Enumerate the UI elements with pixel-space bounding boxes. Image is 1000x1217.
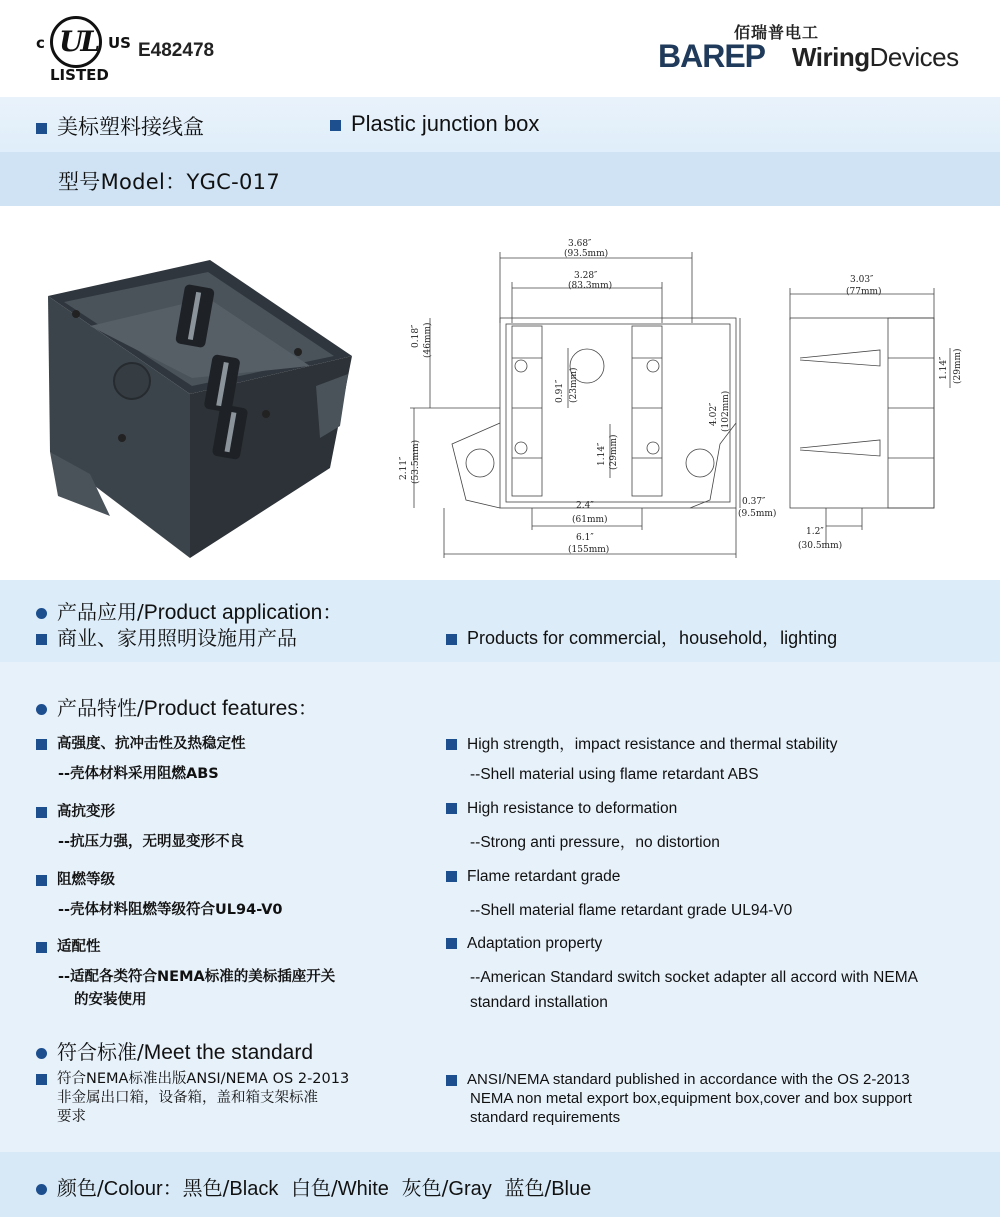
dim-top-outer-mm: (93.5mm) [564,249,609,259]
dim-side-depth-in: 3.03″ [850,275,874,285]
features-heading-colon: ： [297,696,318,720]
dim-left-top-in: 0.18″ [411,324,421,348]
feature-4-cn [36,935,101,956]
dim-hole-mm: (23mm) [569,367,579,403]
feature-1-cn-sub: --壳体材料采用阻燃ABS [58,766,219,782]
ul-us-label: US [108,34,131,52]
model-number: 型号Model：YGC-017 [58,170,280,194]
square-bullet-icon [446,634,457,645]
colour-label-cn: 颜色/ [57,1176,104,1200]
square-bullet-icon [36,1074,47,1085]
feature-4-cn-sub-2: 的安装使用 [74,992,147,1008]
dim-offset-mm: (9.5mm) [738,509,777,519]
feature-3-en [446,868,620,886]
round-bullet-icon [36,608,47,619]
feature-1-cn [36,732,246,753]
square-bullet-icon [36,807,47,818]
colour-options [36,1172,591,1201]
ul-circle-icon [50,16,102,68]
application-cn [36,622,297,651]
dim-side-right-mm: (29mm) [953,348,963,384]
standard-cn-line-1 [36,1070,349,1089]
square-bullet-icon [446,871,457,882]
ul-listed-label: LISTED [50,66,109,84]
model-band [0,152,1000,206]
brand-tagline [792,42,959,73]
dim-side-bottom-in: 1.2″ [806,527,824,537]
product-photo [30,206,370,566]
feature-2-en-sub: --Strong anti pressure，no distortion [470,834,720,851]
dim-top-outer-in: 3.68″ [568,239,592,249]
standard-cn-line-3: 要求 [57,1109,86,1125]
dim-center-mm: (29mm) [609,434,619,470]
square-bullet-icon [330,120,341,131]
standard-en-line-2: NEMA non metal export box,equipment box,cover and box support [470,1090,912,1107]
round-bullet-icon [36,704,47,715]
dim-hole-in: 0.91″ [555,379,565,403]
standard-en-line-3: standard requirements [470,1109,621,1126]
dim-left-top-mm: (46mm) [423,322,433,358]
features-heading [36,692,318,721]
application-section [0,580,1000,662]
dim-center-in: 1.14″ [597,442,607,466]
ul-c-label: c [36,34,45,52]
dim-bottom-inner-in: 2.4″ [576,501,594,511]
application-heading-cn: 产品应用/ [57,600,144,624]
features-heading-en: Product features [143,697,298,720]
feature-2-en-text: High resistance to deformation [467,800,678,817]
dim-offset-in: 0.37″ [742,497,766,507]
dim-left-mid-mm: (53.5mm) [411,439,421,484]
side-view-drawing [780,208,970,578]
standard-en [446,1070,912,1127]
front-view-drawing [399,208,777,578]
colour-blue-en: Blue [551,1178,592,1200]
square-bullet-icon [36,634,47,645]
round-bullet-icon [36,1184,47,1195]
dim-bottom-outer-in: 6.1″ [576,533,594,543]
feature-4-en-sub-2: standard installation [470,994,608,1011]
square-bullet-icon [36,875,47,886]
feature-4-cn-text: 适配性 [57,939,101,955]
square-bullet-icon [446,803,457,814]
application-en-text: Products for commercial，household，lighting [467,628,838,648]
colour-label-en: Colour： [103,1178,183,1200]
feature-2-cn [36,800,115,821]
colour-white-cn: 白色/ [291,1176,338,1200]
feature-4-en-text: Adaptation property [467,935,603,952]
colour-black-cn: 黑色/ [182,1176,230,1200]
title-en-text: Plastic junction box [351,111,540,136]
product-figure [0,206,1000,580]
feature-1-en-sub: --Shell material using flame retardant ABS [470,766,759,783]
feature-3-cn [36,868,115,889]
certification-number: E482478 [138,40,215,61]
colour-black-en: Black [229,1178,279,1200]
title-band [0,97,1000,152]
dim-side-right-in: 1.14″ [939,356,949,380]
title-en [330,111,539,137]
dim-side-bottom-mm: (30.5mm) [798,541,843,551]
feature-1-en-text: High strength，impact resistance and thermal stability [467,736,838,753]
application-heading [36,596,342,625]
application-heading-en: Product application [143,601,323,624]
dim-height-mm: (102mm) [721,390,731,432]
feature-4-en [446,935,602,953]
brand-wordmark: BAREP [658,38,766,74]
round-bullet-icon [36,1048,47,1059]
ul-text: UL [59,25,98,58]
dim-bottom-outer-mm: (155mm) [568,545,610,555]
standard-heading [36,1036,313,1065]
brand-wiring: Wiring [792,42,870,72]
page-header [0,0,1000,97]
standard-en-line-1 [446,1070,912,1089]
standard-cn-line-2: 非金属出口箱，设备箱，盖和箱支架标准 [57,1090,318,1106]
feature-2-cn-sub: --抗压力强，无明显变形不良 [58,834,245,850]
dim-side-depth-mm: (77mm) [846,287,882,297]
brand-devices: Devices [869,42,959,72]
standard-cn [36,1070,349,1127]
feature-4-cn-sub-1: --适配各类符合NEMA标准的美标插座开关 [58,969,336,985]
application-cn-text: 商业、家用照明设施用产品 [57,626,297,650]
feature-3-cn-sub: --壳体材料阻燃等级符合UL94-V0 [58,902,283,918]
dim-bottom-inner-mm: (61mm) [572,515,608,525]
square-bullet-icon [36,123,47,134]
feature-1-en [446,732,837,754]
feature-3-en-sub: --Shell material flame retardant grade UL94-V0 [470,902,793,919]
colour-gray-en: Gray [448,1178,492,1200]
feature-1-cn-text: 高强度、抗冲击性及热稳定性 [57,736,246,752]
square-bullet-icon [446,1075,457,1086]
colour-gray-cn: 灰色/ [401,1176,449,1200]
standard-cn-line-1-text: 符合NEMA标准出版ANSI/NEMA OS 2-2013 [57,1071,350,1087]
dim-left-mid-in: 2.11″ [399,456,409,480]
colour-blue-cn: 蓝色/ [504,1176,552,1200]
feature-3-cn-text: 阻燃等级 [57,872,115,888]
feature-3-en-text: Flame retardant grade [467,868,621,885]
brand-logo [658,20,970,80]
standard-heading-cn: 符合标准/ [57,1040,144,1064]
feature-2-en [446,800,677,818]
standard-heading-en: Meet the standard [143,1041,314,1064]
application-heading-colon: ： [322,600,343,624]
dim-top-inner-mm: (83.3mm) [568,281,613,291]
features-section [0,662,1000,1152]
application-en [446,624,837,650]
square-bullet-icon [446,739,457,750]
title-cn [36,111,204,141]
dim-top-inner-in: 3.28″ [574,271,598,281]
dim-height-in: 4.02″ [709,402,719,426]
square-bullet-icon [36,739,47,750]
feature-2-cn-text: 高抗变形 [57,804,115,820]
title-cn-text: 美标塑料接线盒 [57,115,204,139]
standard-en-line-1-text: ANSI/NEMA standard published in accordance with the OS 2-2013 [467,1071,910,1088]
colour-white-en: White [337,1178,389,1200]
knockout-circle [114,363,150,399]
feature-4-en-sub-1: --American Standard switch socket adapter all accord with NEMA [470,969,918,986]
brand-chinese-name: 佰瑞普电工 [734,23,820,42]
colour-section [0,1152,1000,1217]
features-heading-cn: 产品特性/ [57,696,144,720]
ul-listed-logo [36,16,136,82]
square-bullet-icon [446,938,457,949]
square-bullet-icon [36,942,47,953]
